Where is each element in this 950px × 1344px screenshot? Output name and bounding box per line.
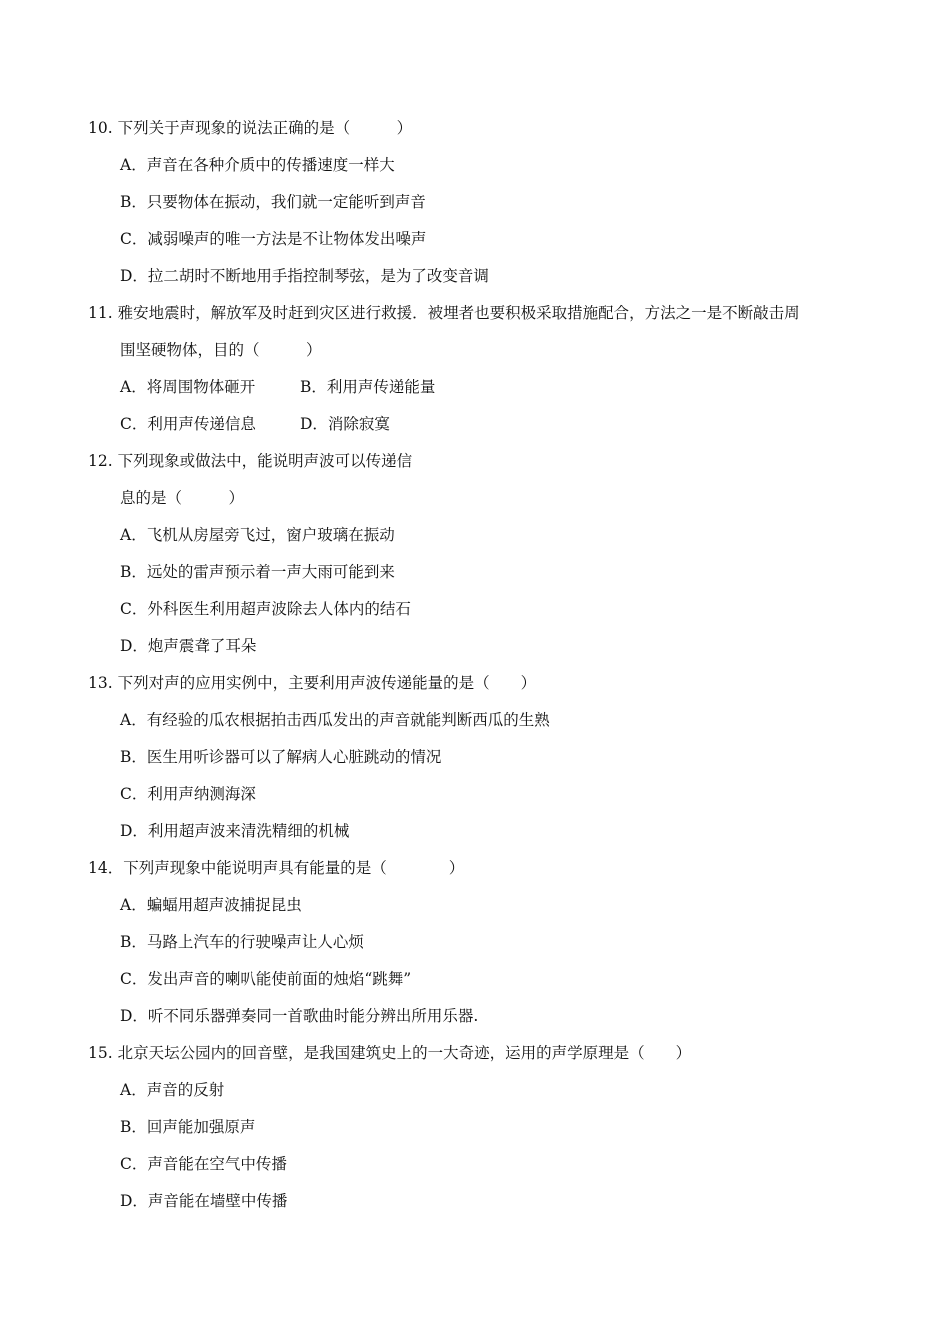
question-11-option-b: B．利用声传递能量 [300,378,436,396]
question-15-option-d: D．声音能在墙壁中传播 [120,1192,288,1210]
question-13-option-d: D．利用超声波来清洗精细的机械 [120,822,350,840]
question-14-option-d: D．听不同乐器弹奏同一首歌曲时能分辨出所用乐器. [120,1007,479,1025]
question-13-stem: 13. 下列对声的应用实例中，主要利用声波传递能量的是（ ） [88,674,537,692]
question-11-stem: 11. 雅安地震时，解放军及时赶到灾区进行救援．被埋者也要积极采取措施配合，方法之一是不断敲击周 [88,304,800,322]
question-10-option-a: A．声音在各种介质中的传播速度一样大 [120,156,395,174]
question-14-option-b: B．马路上汽车的行驶噪声让人心烦 [120,933,364,951]
question-11-option-a: A．将周围物体砸开 [120,378,256,396]
question-15-option-c: C．声音能在空气中传播 [120,1155,287,1173]
question-12-stem: 12. 下列现象或做法中，能说明声波可以传递信 [88,452,413,470]
question-13-option-c: C．利用声纳测海深 [120,785,256,803]
question-12-option-c: C．外科医生利用超声波除去人体内的结石 [120,600,411,618]
question-12-option-b: B．远处的雷声预示着一声大雨可能到来 [120,563,395,581]
question-13-option-a: A．有经验的瓜农根据拍击西瓜发出的声音就能判断西瓜的生熟 [120,711,550,729]
question-10-option-c: C．减弱噪声的唯一方法是不让物体发出噪声 [120,230,427,248]
question-13-option-b: B．医生用听诊器可以了解病人心脏跳动的情况 [120,748,442,766]
question-15-option-b: B．回声能加强原声 [120,1118,256,1136]
question-14-stem: 14．下列声现象中能说明声具有能量的是（ ） [88,859,465,877]
question-15-option-a: A．声音的反射 [120,1081,225,1099]
question-12-option-a: A．飞机从房屋旁飞过，窗户玻璃在振动 [120,526,395,544]
question-10-stem: 10. 下列关于声现象的说法正确的是（ ） [88,119,413,137]
question-12-option-d: D．炮声震聋了耳朵 [120,637,257,655]
question-12-stem-cont: 息的是（ ） [120,489,245,507]
question-11-option-c: C．利用声传递信息 [120,415,256,433]
question-14-option-c: C．发出声音的喇叭能使前面的烛焰“跳舞” [120,970,412,988]
question-11-option-d: D．消除寂寞 [300,415,390,433]
question-15-stem: 15. 北京天坛公园内的回音壁，是我国建筑史上的一大奇迹，运用的声学原理是（ ） [88,1044,692,1062]
question-11-stem-cont: 围坚硬物体，目的（ ） [120,341,322,359]
question-10-option-d: D．拉二胡时不断地用手指控制琴弦，是为了改变音调 [120,267,489,285]
question-14-option-a: A．蝙蝠用超声波捕捉昆虫 [120,896,302,914]
question-10-option-b: B．只要物体在振动，我们就一定能听到声音 [120,193,426,211]
